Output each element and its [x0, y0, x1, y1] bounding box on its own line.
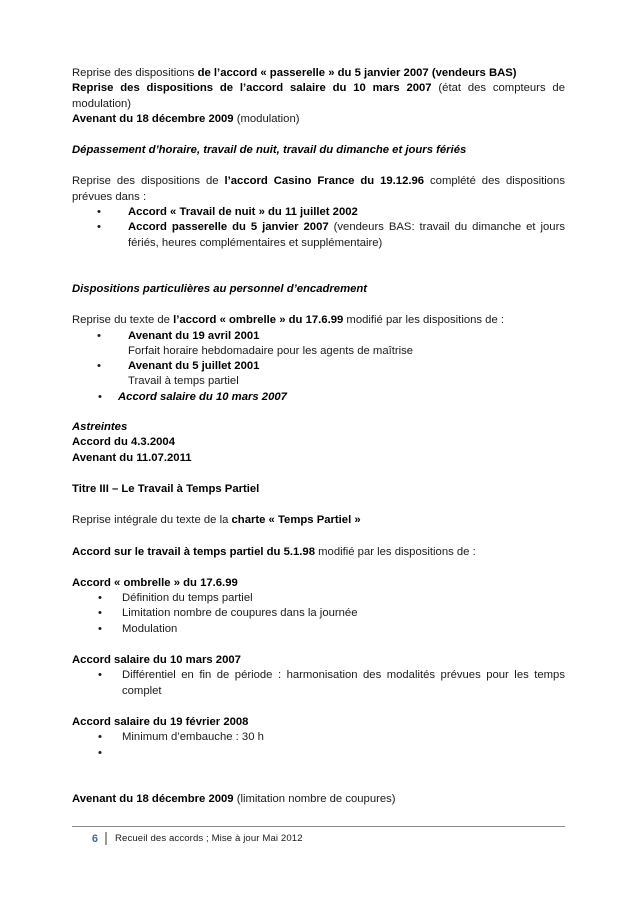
text-run: complété des dispositions prévues dans :: [72, 175, 565, 203]
text-run: (limitation nombre de coupures): [233, 792, 396, 805]
footer-separator-bar: [105, 832, 107, 845]
text-run: (état des compteurs de modulation): [72, 82, 565, 110]
footer-divider: [72, 826, 565, 827]
heading-text: Accord « ombrelle » du 17.6.99: [72, 576, 238, 589]
list-avenants-encadrement: [72, 329, 565, 344]
spacer: [72, 405, 565, 420]
spacer: [72, 699, 565, 715]
paragraph-casino-france: [72, 174, 565, 205]
paragraph-avenant-2009: [72, 112, 565, 127]
list-item: [72, 730, 565, 745]
list-avenants-encadrement-2: [72, 359, 565, 374]
text-run-bold: Avenant du 18 décembre 2009: [72, 792, 234, 805]
list-item: [72, 591, 565, 606]
list-item: [72, 622, 565, 637]
paragraph-accord-salaire-2007: [72, 81, 565, 112]
list-accord-salaire-2008-items: [72, 730, 565, 761]
list-item-label: Accord passerelle du 5 janvier 2007: [128, 221, 329, 234]
spacer: [72, 251, 565, 282]
paragraph-avenant-2009-b: [72, 792, 565, 807]
list-item-label: Modulation: [122, 622, 178, 635]
list-item-label: Limitation nombre de coupures dans la journée: [122, 607, 358, 620]
list-item-label: Minimum d’embauche : 30 h: [122, 731, 264, 744]
list-item-subnote: Forfait horaire hebdomadaire pour les agents de maîtrise: [128, 344, 414, 357]
list-ombrelle-items: [72, 591, 565, 637]
list-item-label: Accord salaire du 10 mars 2007: [118, 390, 287, 403]
list-item: [72, 668, 565, 699]
page-number: 6: [91, 832, 98, 845]
document-body: [72, 66, 565, 807]
list-item: [72, 220, 565, 251]
heading-text: Astreintes: [72, 421, 128, 434]
text-run: (modulation): [233, 112, 300, 125]
list-item: [72, 390, 565, 405]
list-item: [72, 205, 565, 220]
list-item: [72, 329, 565, 344]
list-item-label: Avenant du 5 juillet 2001: [128, 360, 260, 373]
heading-text: Dispositions particulières au personnel d’encadrement: [72, 282, 368, 295]
text-run: modifié par les dispositions de :: [314, 545, 476, 558]
heading-accord-salaire-2008: [72, 715, 565, 730]
text-run-bold: l’accord Casino France du 19.12.96: [224, 175, 425, 188]
spacer: [72, 127, 565, 143]
heading-titre-iii: [72, 482, 565, 497]
list-accord-salaire-2007-items: [72, 668, 565, 699]
heading-text: Titre III – Le Travail à Temps Partiel: [72, 482, 260, 495]
list-item-empty: [72, 746, 565, 761]
text-run-bold: Reprise des dispositions de l’accord salaire du 10 mars 2007: [72, 82, 432, 95]
text-run-bold: Accord sur le travail à temps partiel du 5.1.98: [72, 545, 315, 558]
spacer: [72, 761, 565, 792]
paragraph-accord-ombrelle: [72, 313, 565, 328]
text-run-bold: Avenant du 18 décembre 2009: [72, 112, 234, 125]
spacer: [72, 637, 565, 653]
list-avenants-encadrement-3: [72, 390, 565, 405]
list-item-detail: (vendeurs BAS: travail du dimanche et jours fériés, heures complémentaires et supplémentaire): [128, 221, 565, 249]
spacer: [72, 297, 565, 313]
heading-text: Accord salaire du 10 mars 2007: [72, 654, 241, 667]
text-run: modifié par les dispositions de :: [343, 314, 505, 327]
list-dispositions-prevues: [72, 205, 565, 251]
text-run-bold: Accord du 4.3.2004: [72, 436, 175, 449]
list-item-label: Avenant du 19 avril 2001: [128, 329, 260, 342]
heading-accord-salaire-2007-b: [72, 653, 565, 668]
paragraph-avenant-2011: [72, 451, 565, 466]
list-item-label: Définition du temps partiel: [122, 592, 253, 605]
text-run-bold: Avenant du 11.07.2011: [72, 451, 192, 464]
list-item-subnote: Travail à temps partiel: [128, 375, 239, 388]
heading-dispositions-particulieres: [72, 282, 565, 297]
text-run: Reprise des dispositions de: [72, 175, 225, 188]
list-item-label: Différentiel en fin de période : harmonisation des modalités prévues pour les temps complet: [122, 669, 565, 697]
paragraph-passerelle: [72, 66, 565, 81]
spacer: [72, 466, 565, 482]
spacer: [72, 560, 565, 576]
list-item: [72, 606, 565, 621]
footer-content: [72, 832, 565, 845]
heading-text: Accord salaire du 19 février 2008: [72, 715, 249, 728]
spacer: [72, 529, 565, 545]
text-run: Reprise des dispositions: [72, 67, 198, 79]
heading-depassement-horaire: [72, 143, 565, 158]
list-item-label: Accord « Travail de nuit » du 11 juillet 2002: [128, 206, 358, 219]
text-run-bold: charte « Temps Partiel »: [231, 514, 361, 527]
spacer: [72, 158, 565, 174]
spacer: [72, 497, 565, 513]
footer-label: Recueil des accords ; Mise à jour Mai 2012: [115, 833, 303, 844]
paragraph-charte-temps-partiel: [72, 513, 565, 528]
text-run-bold: l’accord « ombrelle » du 17.6.99: [173, 314, 344, 327]
paragraph-accord-temps-partiel-1998: [72, 545, 565, 560]
text-run: Reprise intégrale du texte de la: [72, 514, 232, 527]
text-run: Reprise du texte de: [72, 314, 174, 327]
heading-astreintes: [72, 420, 565, 435]
list-item: [72, 359, 565, 374]
heading-accord-ombrelle-1999: [72, 576, 565, 591]
page-footer: [72, 826, 565, 845]
text-run-bold: de l’accord « passerelle » du 5 janvier 2007 (vendeurs BAS): [197, 67, 517, 79]
heading-text: Dépassement d’horaire, travail de nuit, travail du dimanche et jours fériés: [72, 144, 467, 157]
paragraph-accord-2004: [72, 435, 565, 450]
